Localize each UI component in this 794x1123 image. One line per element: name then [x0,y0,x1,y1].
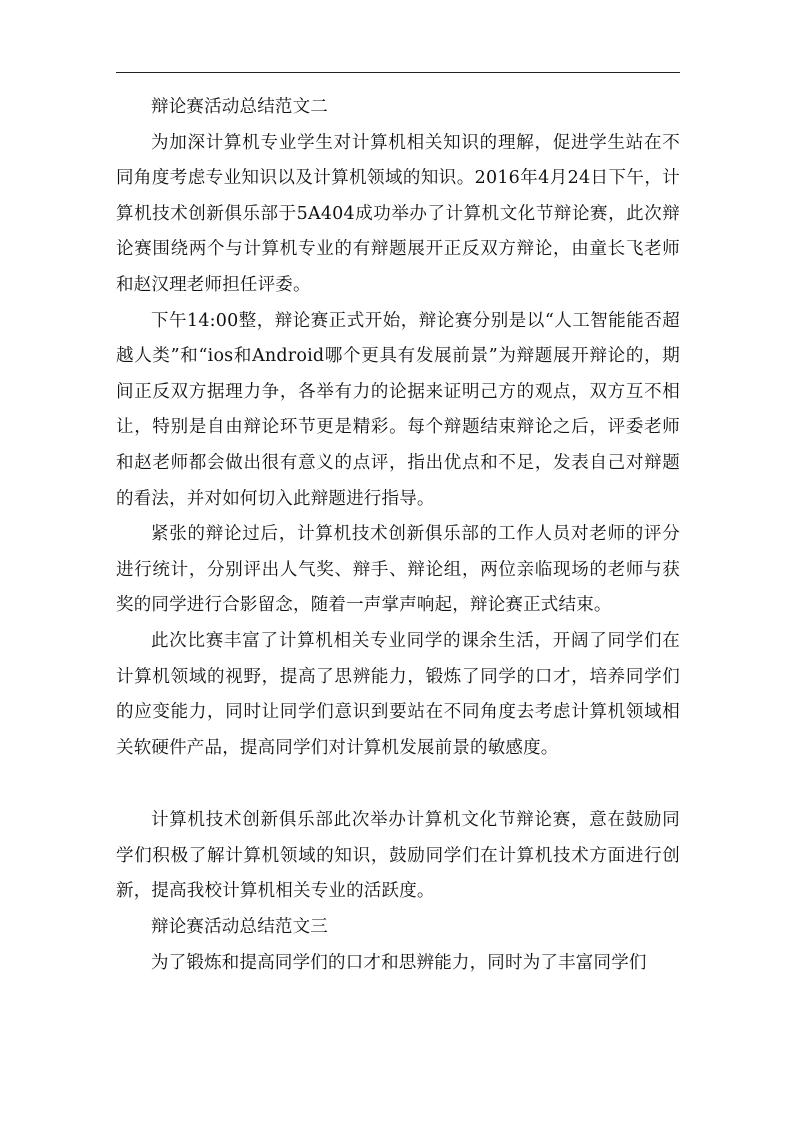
blank-line [116,766,680,803]
document-body [116,90,680,981]
section-title: 辩论赛活动总结范文三 [151,917,328,938]
paragraph: 为了锻炼和提高同学们的口才和思辨能力，同时为了丰富同学们 [151,952,647,973]
paragraph: 计算机技术创新俱乐部此次举办计算机文化节辩论赛，意在鼓励同学们积极了解计算机领域的知识，鼓励同学们在计算机技术方面进行创新，提高我校计算机相关专业的活跃度。 [116,810,680,902]
paragraph: 为加深计算机专业学生对计算机相关知识的理解，促进学生站在不同角度考虑专业知识以及计算机领域的知识。2016年4月24日下午，计算机技术创新俱乐部于5A404成功举办了计算机文化节辩论赛，此次辩论赛围绕两个与计算机专业的有辩题展开正反双方辩论，由童长飞老师和赵汉理老师担任评委。 [116,132,680,295]
section-title: 辩论赛活动总结范文二 [151,97,328,117]
paragraph: 紧张的辩论过后，计算机技术创新俱乐部的工作人员对老师的评分进行统计，分别评出人气奖、辩手、辩论组，两位亲临现场的老师与获奖的同学进行合影留念，随着一声掌声响起，辩论赛正式结束。 [116,524,680,616]
paragraph: 下午14:00整，辩论赛正式开始，辩论赛分别是以“人工智能能否超越人类”和“ios和Android哪个更具有发展前景”为辩题展开辩论的，期间正反双方据理力争，各举有力的论据来证明己方的观点，双方互不相让，特别是自由辩论环节更是精彩。每个辩题结束辩论之后，评委老师和赵老师都会做出很有意义的点评，指出优点和不足，发表自己对辩题的看法，并对如何切入此辩题进行指导。 [116,310,680,509]
header-rule [116,72,680,73]
paragraph: 此次比赛丰富了计算机相关专业同学的课余生活，开阔了同学们在计算机领域的视野，提高了思辨能力，锻炼了同学的口才，培养同学们的应变能力，同时让同学们意识到要站在不同角度去考虑计算机领域相关软硬件产品，提高同学们对计算机发展前景的敏感度。 [116,630,680,758]
